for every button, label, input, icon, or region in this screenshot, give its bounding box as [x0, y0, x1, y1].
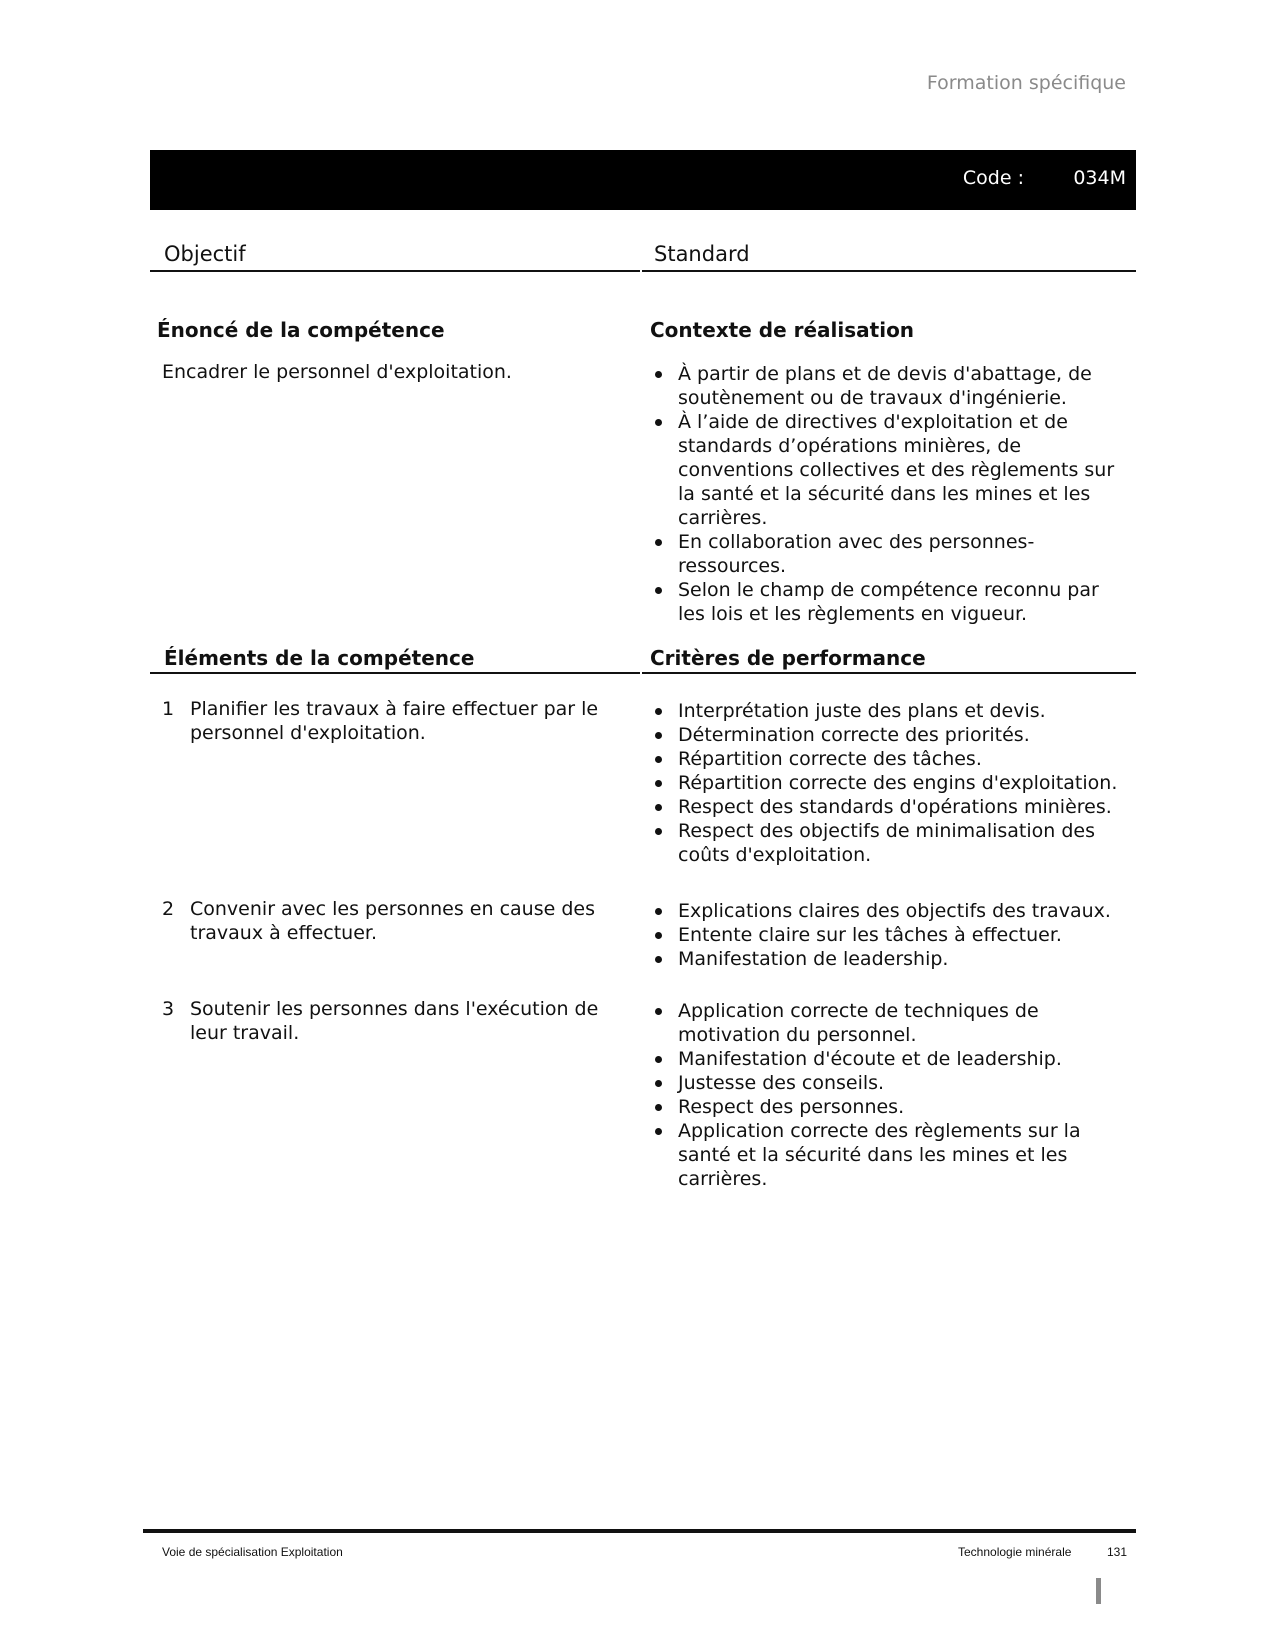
list-item: Justesse des conseils.: [650, 1071, 1130, 1095]
competence-element-3: [160, 997, 630, 1045]
elements-header: [150, 640, 640, 674]
column-header-standard: [642, 238, 1136, 272]
criteria-header: [642, 640, 1136, 674]
section-label: Formation spécifique: [926, 72, 1126, 94]
list-item: Selon le champ de compétence reconnu par les lois et les règlements en vigueur.: [650, 578, 1130, 626]
column-header-label: Objectif: [164, 242, 246, 266]
context-title: Contexte de réalisation: [650, 318, 915, 342]
criteria-list-3: [650, 999, 1130, 1191]
list-item: Application correcte des règlements sur la santé et la sécurité dans les mines et les carrières.: [650, 1119, 1130, 1191]
competence-element-2: [160, 897, 630, 945]
footer-program-name: Technologie minérale: [958, 1545, 1072, 1559]
list-item: À partir de plans et de devis d'abattage, de soutènement ou de travaux d'ingénierie.: [650, 362, 1130, 410]
list-item: Répartition correcte des engins d'exploitation.: [650, 771, 1130, 795]
footer-track-name: Voie de spécialisation Exploitation: [162, 1545, 343, 1559]
column-headers: [150, 238, 1136, 272]
list-item: Application correcte de techniques de motivation du personnel.: [650, 999, 1130, 1047]
code-value: 034M: [1073, 167, 1126, 189]
element-text: Convenir avec les personnes en cause des travaux à effectuer.: [190, 898, 595, 944]
element-number: 2: [162, 898, 175, 920]
code-banner: [150, 150, 1136, 210]
criteria-list-2: [650, 899, 1130, 971]
element-text: Soutenir les personnes dans l'exécution de leur travail.: [190, 998, 599, 1044]
list-item: En collaboration avec des personnes-ressources.: [650, 530, 1130, 578]
element-number: 3: [162, 998, 175, 1020]
list-item: Respect des standards d'opérations minières.: [650, 795, 1130, 819]
footer-divider: [143, 1529, 1136, 1533]
footer-marker: [1096, 1578, 1101, 1604]
element-number: 1: [162, 698, 175, 720]
list-item: Respect des personnes.: [650, 1095, 1130, 1119]
element-text: Planifier les travaux à faire effectuer par le personnel d'exploitation.: [190, 698, 599, 744]
page-number: 131: [1107, 1545, 1128, 1559]
competence-title: Énoncé de la compétence: [157, 318, 445, 342]
criteria-title: Critères de performance: [650, 646, 926, 670]
context-list: [650, 362, 1130, 626]
list-item: Manifestation d'écoute et de leadership.: [650, 1047, 1130, 1071]
list-item: Interprétation juste des plans et devis.: [650, 699, 1130, 723]
list-item: Respect des objectifs de minimalisation des coûts d'exploitation.: [650, 819, 1130, 867]
criteria-list-1: [650, 699, 1130, 867]
competence-element-1: [160, 697, 630, 745]
code-label: Code :: [962, 167, 1024, 189]
list-item: Manifestation de leadership.: [650, 947, 1130, 971]
column-header-label: Standard: [654, 242, 750, 266]
list-item: Explications claires des objectifs des travaux.: [650, 899, 1130, 923]
list-item: Détermination correcte des priorités.: [650, 723, 1130, 747]
list-item: Répartition correcte des tâches.: [650, 747, 1130, 771]
elements-header-row: [150, 640, 1136, 674]
list-item: Entente claire sur les tâches à effectuer.: [650, 923, 1130, 947]
column-header-objectif: [150, 238, 640, 272]
list-item: À l’aide de directives d'exploitation et de standards d’opérations minières, de conventions collectives et des règlements sur la santé et la sécurité dans les mines et les carrières.: [650, 410, 1130, 530]
elements-title: Éléments de la compétence: [164, 646, 475, 670]
competence-statement: Encadrer le personnel d'exploitation.: [162, 361, 512, 383]
